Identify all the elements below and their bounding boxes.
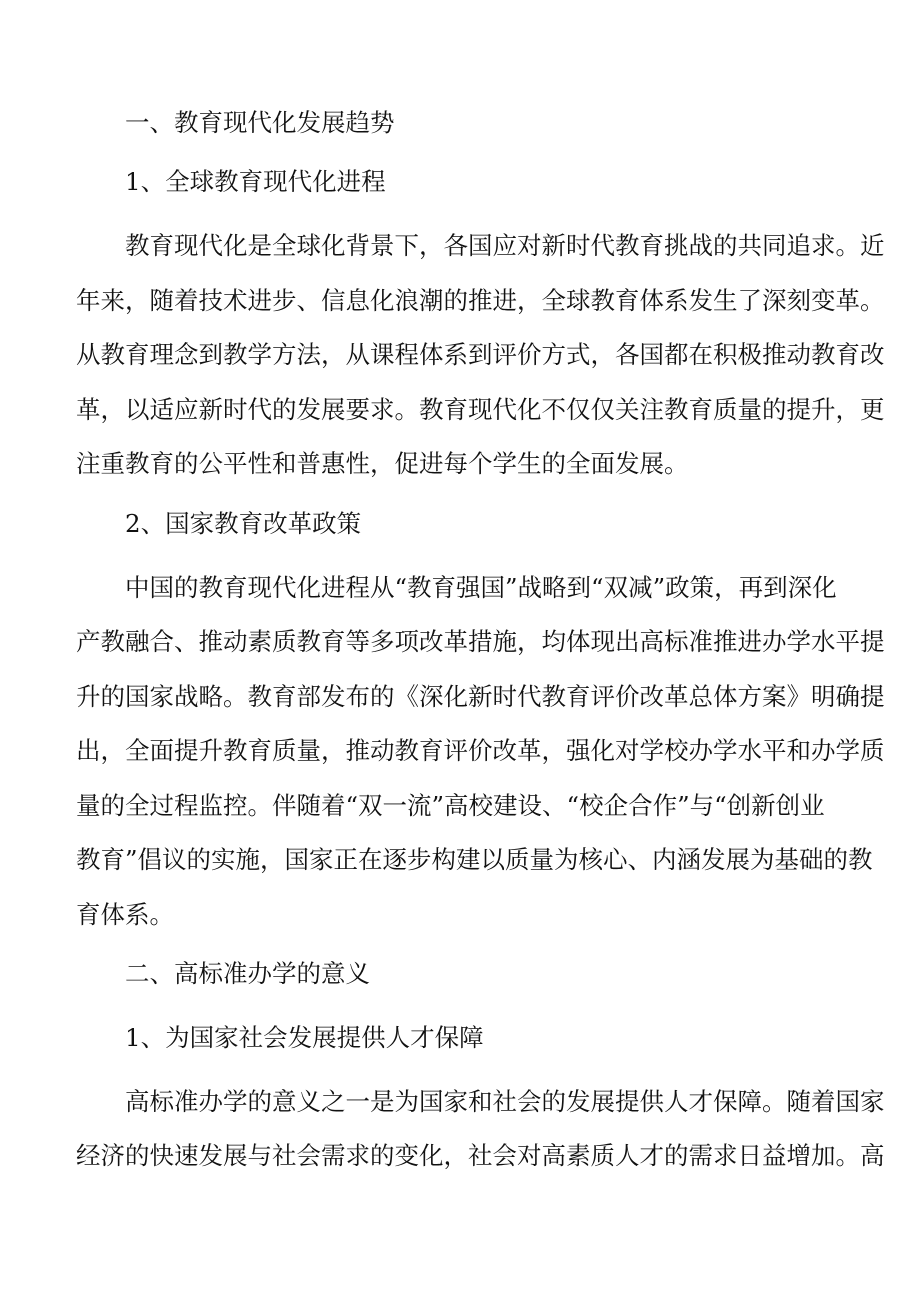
subsection-heading-2-1: 1、为国家社会发展提供人才保障 — [125, 1023, 484, 1052]
paragraph-line: 高标准办学的意义之一是为国家和社会的发展提供人才保障。随着国家 — [125, 1087, 885, 1116]
subsection-heading-1-1: 1、全球教育现代化进程 — [125, 167, 386, 196]
paragraph-line: 年来，随着技术进步、信息化浪潮的推进，全球教育体系发生了深刻变革。 — [76, 286, 885, 315]
paragraph-line: 升的国家战略。教育部发布的《深化新时代教育评价改革总体方案》明确提 — [76, 682, 885, 711]
paragraph-line: 出，全面提升教育质量，推动教育评价改革，强化对学校办学水平和办学质 — [76, 736, 885, 765]
paragraph-line: 革，以适应新时代的发展要求。教育现代化不仅仅关注教育质量的提升，更 — [76, 395, 885, 424]
paragraph-line: 产教融合、推动素质教育等多项改革措施，均体现出高标准推进办学水平提 — [76, 627, 885, 656]
section-heading-1: 一、教育现代化发展趋势 — [125, 108, 395, 137]
paragraph-line: 量的全过程监控。伴随着“双一流”高校建设、“校企合作”与“创新创业 — [76, 791, 825, 820]
subsection-heading-1-2: 2、国家教育改革政策 — [125, 509, 362, 538]
paragraph-line: 经济的快速发展与社会需求的变化，社会对高素质人才的需求日益增加。高 — [76, 1141, 885, 1170]
paragraph-line: 中国的教育现代化进程从“教育强国”战略到“双减”政策，再到深化 — [125, 573, 837, 602]
paragraph-line: 注重教育的公平性和普惠性，促进每个学生的全面发展。 — [76, 449, 689, 478]
paragraph-line: 从教育理念到教学方法，从课程体系到评价方式，各国都在积极推动教育改 — [76, 340, 885, 369]
section-heading-2: 二、高标准办学的意义 — [125, 959, 370, 988]
paragraph-line: 教育”倡议的实施，国家正在逐步构建以质量为核心、内涵发展为基础的教 — [76, 845, 873, 874]
paragraph-line: 育体系。 — [76, 900, 174, 929]
paragraph-line: 教育现代化是全球化背景下，各国应对新时代教育挑战的共同追求。近 — [125, 231, 885, 260]
